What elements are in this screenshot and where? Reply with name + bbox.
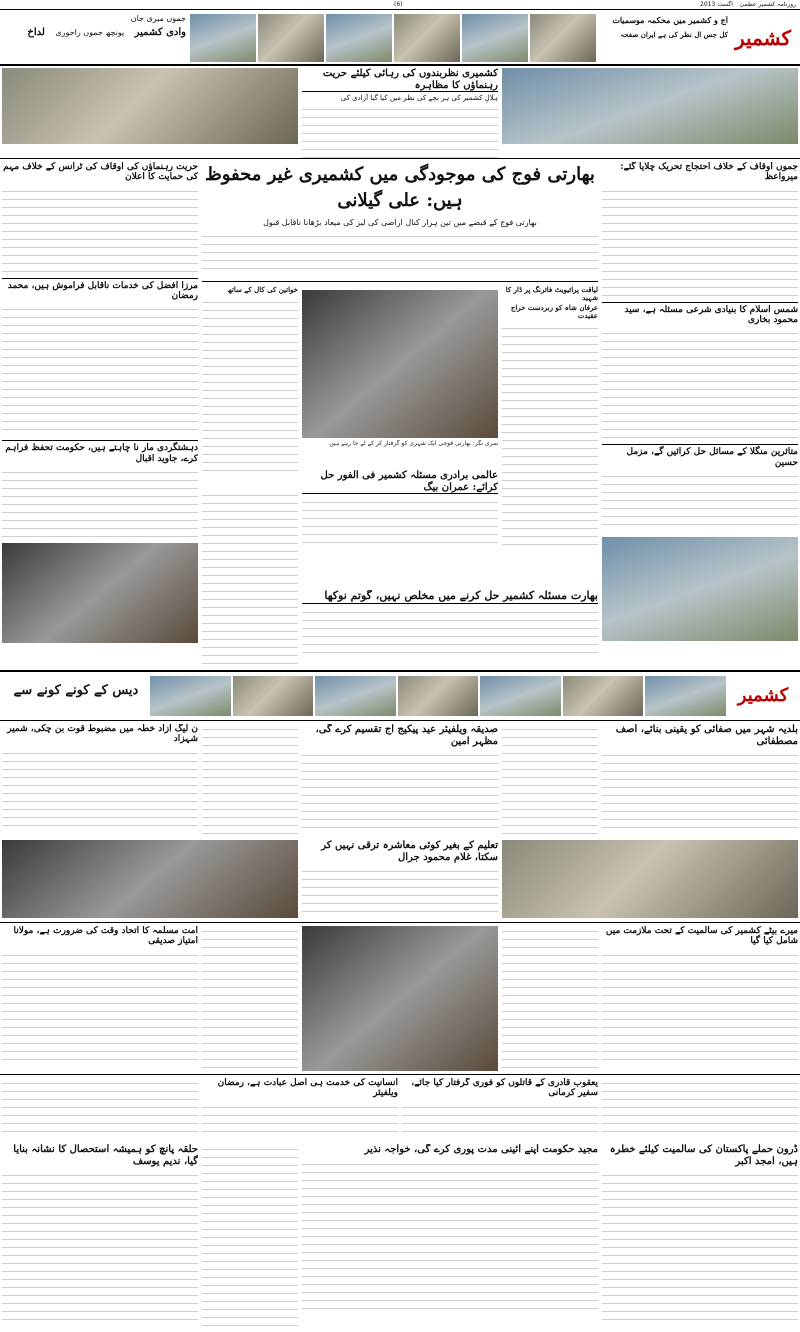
left-head-1: حریت رہنماؤں کی اوقاف کی ٹرانس کے خلاف مہم کی حمایت کا اعلان xyxy=(3,162,198,183)
s2-story-7 xyxy=(402,1078,598,1138)
s2-small-col xyxy=(202,724,298,834)
s2-head-6: امت مسلمہ کا اتحاد وقت کی ضرورت ہے، مولانا امتیاز صدیقی xyxy=(13,926,198,947)
section-photo xyxy=(645,676,726,716)
tagline-left-sub: جموں میری جان xyxy=(130,14,186,23)
s2-small-col xyxy=(2,1078,198,1138)
center-left-col xyxy=(202,286,298,486)
s2-story-5 xyxy=(602,926,798,1071)
s2-head-10: ڈرون حملے پاکستان کی سالمیت کیلئے خطرہ ہیں، امجد اکبر xyxy=(609,1144,798,1167)
center-right-col xyxy=(502,286,598,546)
tagline-left-1: وادی کشمیر xyxy=(134,27,186,38)
tagline-left-2: لداخ xyxy=(27,27,45,38)
s2-small-col xyxy=(202,1144,298,1330)
divider xyxy=(0,670,800,672)
s2-head-8: انسانیت کی خدمت ہی اصل عبادت ہے، رمضان ویلفیئر xyxy=(217,1078,398,1099)
top-left-photo xyxy=(2,68,298,144)
header-photo-strip xyxy=(190,14,596,62)
header-photo xyxy=(326,14,392,62)
s2-story-11 xyxy=(2,1144,198,1330)
section-photo xyxy=(480,676,561,716)
s2-head-1: بلدیہ شہر میں صفائی کو یقینی بنائے، آصف مصطفائی xyxy=(615,724,798,747)
top-story-subhead: ہلالِ کشمیر کی ہر بچے کی نظر میں کیا گیا آزادی کی xyxy=(340,94,498,102)
tagline-right-1: آج و کشمیر میں محکمہ موسمیات xyxy=(612,16,728,25)
section2-logo xyxy=(730,674,796,718)
header-photo xyxy=(530,14,596,62)
header-right-tagline xyxy=(600,16,728,60)
paper-name: روزنامہ کشمیر عظمیٰ xyxy=(739,1,796,8)
section2-photo-strip xyxy=(150,676,726,716)
s2-story-2 xyxy=(302,724,498,834)
banner-headline: بھارتی فوج کی موجودگی میں کشمیری غیر محفوظ ہیں: علی گیلانی xyxy=(205,164,595,211)
right-head-3: متاثرین منگلا کے مسائل حل کرائیں گے، مزمل حسین xyxy=(602,444,798,468)
s2-head-3: ن لیگ آزاد خطہ میں مضبوط قوت بن چکی، شمیر شہزاد xyxy=(7,724,198,745)
top-story-headline: کشمیری نظربندوں کی رہائی کیلئے حریت رہنماؤں کا مظاہرہ xyxy=(302,68,498,92)
s2-head-2: صدیقہ ویلفیئر عید پیکیج آج تقسیم کرے گی، مظہر امین xyxy=(315,724,498,747)
tagline-left-sub2: پونچھ جموں راجوری xyxy=(55,28,125,37)
section2-brand: کشمیر xyxy=(737,685,789,706)
s2-story-4 xyxy=(302,840,498,918)
header-divider xyxy=(0,64,800,66)
section2-title: دیس کے کونے کونے سے xyxy=(13,684,139,698)
s2-small-col xyxy=(502,926,598,1071)
s2-left-photo xyxy=(2,840,298,918)
top-story xyxy=(302,68,498,158)
header-photo xyxy=(258,14,324,62)
tagline-right-2: کل جس ال نظر کی ہے ایران صفحہ xyxy=(620,30,728,40)
section-photo xyxy=(150,676,231,716)
left-group-photo xyxy=(2,543,198,643)
s2-head-7: یعقوب قادری کے قاتلوں کو فوری گرفتار کیا جائے، سفیر کرمانی xyxy=(411,1078,598,1099)
section-photo xyxy=(233,676,314,716)
section-photo xyxy=(315,676,396,716)
center-photo-caption: سری نگر: بھارتی فوجی ایک شہری کو گرفتار کر کے لے جا رہے ہیں xyxy=(329,440,498,447)
s2-story-10 xyxy=(602,1144,798,1330)
s2-small-col xyxy=(202,926,298,1071)
page-number: (6) xyxy=(394,1,403,8)
brand-logo: کشمیر xyxy=(735,26,791,50)
right-rain-photo xyxy=(602,537,798,641)
center-head-2: بھارت مسئلہ کشمیر حل کرنے میں مخلص نہیں، گوتم نوکھا xyxy=(302,590,598,604)
s2-head-4: تعلیم کے بغیر کوئی معاشرہ ترقی نہیں کر سکتا، غلام محمود جرال xyxy=(321,840,498,863)
center-side-head-1: لیاقت پرائیویٹ فائرنگ پر ڈار کا شہید xyxy=(505,286,598,303)
divider xyxy=(0,922,800,923)
s2-story-3 xyxy=(2,724,198,834)
divider xyxy=(0,1074,800,1075)
banner-story xyxy=(202,162,598,282)
s2-small-col xyxy=(502,724,598,834)
page-date: 2013 اگست xyxy=(700,1,733,8)
right-head-1: جموں اوقاف کے خلاف احتجاج تحریک چلایا گئے: میرواعظ xyxy=(620,162,798,183)
header-photo xyxy=(190,14,256,62)
s2-small-col xyxy=(602,1078,798,1138)
s2-center-photo xyxy=(302,926,498,1071)
right-column xyxy=(602,162,798,667)
section-photo xyxy=(398,676,479,716)
s2-head-5: میرے بیٹے کشمیر کی سالمیت کے تحت ملازمت میں شامل کیا گیا xyxy=(605,926,798,947)
center-story-1 xyxy=(302,470,498,550)
header-photo xyxy=(394,14,460,62)
center-head-1: عالمی برادری مسئلہ کشمیر فی الفور حل کرائے: عمران بیگ xyxy=(302,470,498,494)
right-head-2: شمس اسلام کا بنیادی شرعی مسئلہ ہے، سید محمود بخاری xyxy=(602,302,798,326)
s2-head-9: مجید حکومت اپنے آئینی مدت پوری کرے گی، خواجہ نذیر xyxy=(364,1144,598,1155)
center-left-lower xyxy=(202,490,298,666)
header-left-tagline xyxy=(4,14,186,62)
s2-story-1 xyxy=(602,724,798,834)
s2-story-9 xyxy=(302,1144,598,1330)
top-right-photo xyxy=(502,68,798,144)
banner-subhead: بھارتی فوج کے قبضے میں تین ہزار کنال اراضی کی لیز کی میعاد بڑھانا ناقابل قبول xyxy=(263,218,537,227)
center-photo xyxy=(302,290,498,438)
s2-story-8 xyxy=(202,1078,398,1138)
s2-head-11: حلقہ پانچ کو ہمیشہ استحصال کا نشانہ بنایا گیا، ندیم یوسف xyxy=(13,1144,198,1167)
s2-story-6 xyxy=(2,926,198,1071)
section-photo xyxy=(563,676,644,716)
center-story-2 xyxy=(302,590,598,665)
masthead-bar xyxy=(0,0,800,10)
center-side-head-2: خواتین کی کال کے ساتھ xyxy=(227,286,298,294)
s2-right-photo xyxy=(502,840,798,918)
divider xyxy=(0,158,800,159)
divider xyxy=(0,720,800,721)
header-photo xyxy=(462,14,528,62)
left-head-2: مرزا افضل کی خدمات ناقابل فراموش ہیں، محمد رمضان xyxy=(2,278,198,302)
header-logo xyxy=(730,14,796,62)
left-head-3: دہشتگردی مار نا چاہتے ہیں، حکومت تحفظ فراہم کرے، جاوید اقبال xyxy=(2,440,198,464)
left-column xyxy=(2,162,198,667)
center-side-head-3: عرفان شاہ کو زبردست خراج عقیدت xyxy=(510,303,598,321)
